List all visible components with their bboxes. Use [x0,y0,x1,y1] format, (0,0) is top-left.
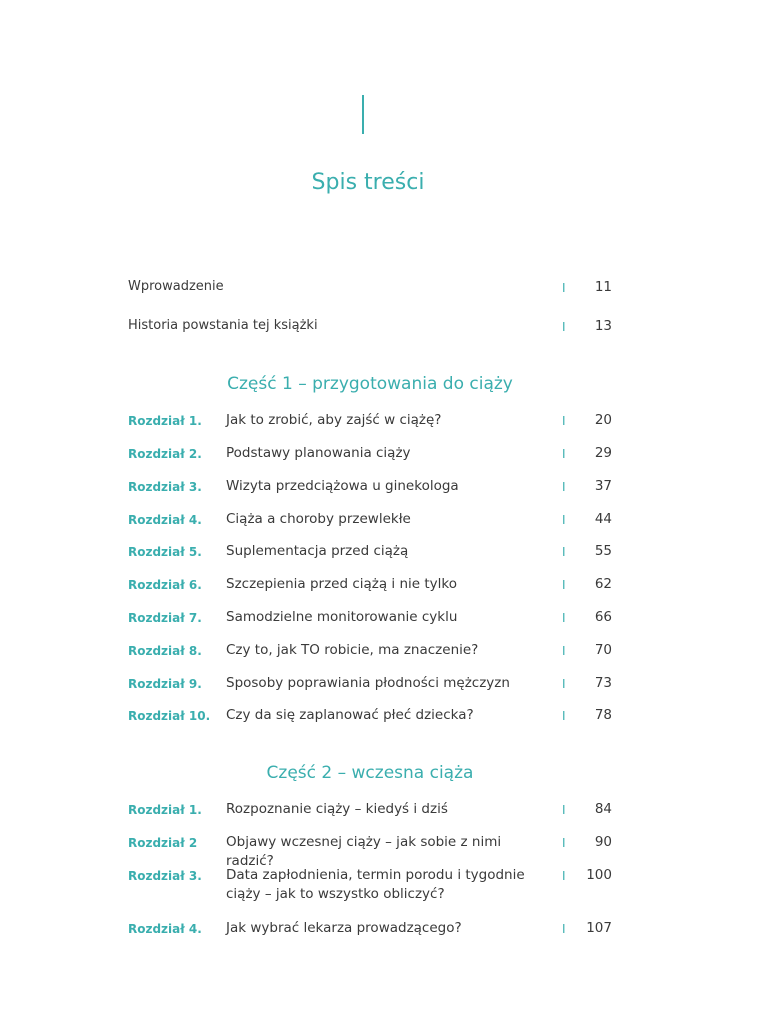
toc-separator: I [562,709,566,723]
chapter-label: Rozdział 4. [128,513,202,527]
toc-page-number: 37 [594,478,612,494]
chapter-label: Rozdział 4. [128,922,202,936]
toc-page-number: 70 [594,642,612,658]
toc-separator: I [562,836,566,850]
chapter-label: Rozdział 2 [128,836,198,850]
chapter-title: Czy to, jak TO robicie, ma znaczenie? [226,642,479,658]
decorative-vertical-line [362,95,364,134]
toc-separator: I [562,644,566,658]
chapter-label: Rozdział 3. [128,480,202,494]
toc-separator: I [562,414,566,428]
toc-page-number: 55 [594,543,612,559]
chapter-title: Suplementacja przed ciążą [226,543,409,559]
chapter-label: Rozdział 1. [128,414,202,428]
chapter-label: Rozdział 10. [128,709,211,723]
toc-separator: I [562,513,566,527]
chapter-title: Objawy wczesnej ciąży – jak sobie z nimi radzić? [226,834,502,869]
chapter-title: Data zapłodnienia, termin porodu i tygodnie ciąży – jak to wszystko obliczyć? [226,867,525,902]
part-2-heading: Część 2 – wczesna ciąża [266,763,474,783]
chapter-label: Rozdział 3. [128,869,202,883]
toc-entry-title: Wprowadzenie [128,279,224,294]
chapter-label: Rozdział 7. [128,611,202,625]
chapter-title: Wizyta przedciążowa u ginekologa [226,478,459,494]
toc-separator: I [562,869,566,883]
toc-separator: I [562,281,566,295]
toc-separator: I [562,611,566,625]
part-1-heading: Część 1 – przygotowania do ciąży [227,374,513,394]
chapter-label: Rozdział 6. [128,578,202,592]
toc-separator: I [562,578,566,592]
chapter-label: Rozdział 1. [128,803,202,817]
toc-separator: I [562,480,566,494]
toc-page-number: 107 [586,920,612,936]
chapter-label: Rozdział 5. [128,545,202,559]
chapter-title: Ciąża a choroby przewlekłe [226,511,411,527]
chapter-title: Szczepienia przed ciążą i nie tylko [226,576,458,592]
toc-page-number: 44 [594,511,612,527]
toc-separator: I [562,320,566,334]
toc-page-number: 100 [586,867,612,883]
toc-page-number: 73 [594,675,612,691]
toc-separator: I [562,677,566,691]
chapter-label: Rozdział 9. [128,677,202,691]
chapter-title: Jak to zrobić, aby zajść w ciążę? [226,412,442,428]
toc-page-number: 13 [594,318,612,334]
chapter-title: Rozpoznanie ciąży – kiedyś i dziś [226,801,448,817]
toc-entry-title: Historia powstania tej książki [128,318,318,333]
toc-page-number: 11 [594,279,612,295]
page-title: Spis treści [311,170,425,195]
toc-page-number: 62 [594,576,612,592]
toc-separator: I [562,447,566,461]
toc-page-number: 90 [594,834,612,850]
chapter-title: Podstawy planowania ciąży [226,445,411,461]
toc-separator: I [562,803,566,817]
chapter-title: Sposoby poprawiania płodności mężczyzn [226,675,510,691]
chapter-label: Rozdział 2. [128,447,202,461]
toc-page-number: 20 [594,412,612,428]
chapter-title: Jak wybrać lekarza prowadzącego? [226,920,462,936]
chapter-label: Rozdział 8. [128,644,202,658]
toc-page-number: 66 [594,609,612,625]
toc-separator: I [562,922,566,936]
toc-page-number: 29 [594,445,612,461]
toc-page-number: 78 [594,707,612,723]
toc-page-number: 84 [594,801,612,817]
chapter-title: Samodzielne monitorowanie cyklu [226,609,458,625]
toc-separator: I [562,545,566,559]
chapter-title: Czy da się zaplanować płeć dziecka? [226,707,474,723]
